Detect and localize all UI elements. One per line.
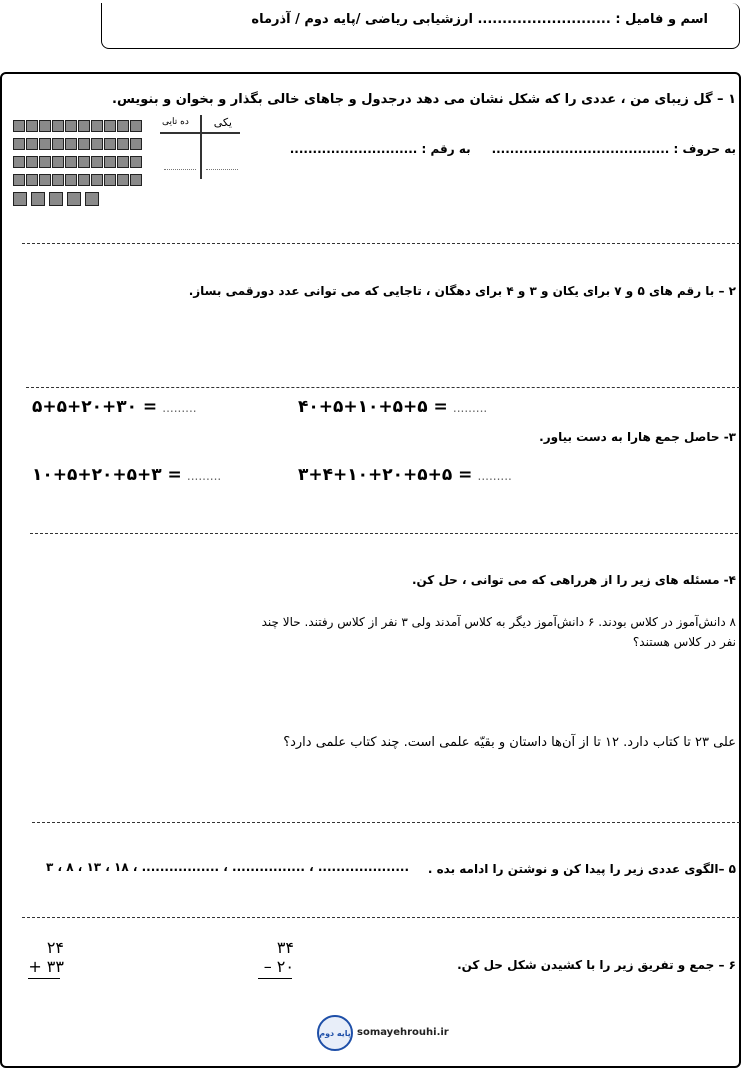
number-pattern[interactable]: ۳ ، ۸ ، ۱۳ ، ۱۸ ، ................. ، ................ ، .................... bbox=[46, 860, 410, 874]
addition-problem: ۲۴ + ۳۳ bbox=[20, 938, 64, 979]
q4-text: ۴- مسئله های زیر را از هرراهی که می توانی ، حل کن. bbox=[411, 573, 736, 587]
q5-text: ۵ –الگوی عددی زیر را پیدا کن و نوشتن را ادامه بده . bbox=[427, 862, 736, 876]
logo-icon: پایه دوم bbox=[319, 1028, 351, 1038]
sum-blank[interactable]: ......... bbox=[452, 401, 488, 415]
name-label: اسم و فامیل : bbox=[615, 12, 708, 27]
test-title: ارزشیابی ریاضی /پایه دوم / آذرماه bbox=[251, 12, 473, 27]
base-ten-blocks bbox=[13, 120, 153, 210]
divider bbox=[30, 533, 738, 534]
sum-3: ۱۰+۵+۲۰+۵+۳ = ......... bbox=[32, 465, 222, 485]
sum-blank[interactable]: ......... bbox=[186, 469, 222, 483]
header-line bbox=[251, 12, 708, 27]
q4-problem-2: علی ۲۳ تا کتاب دارد. ۱۲ تا از آن‌ها داستان و بقیّه علمی است. چند کتاب علمی دارد؟ bbox=[283, 735, 736, 750]
sum-blank[interactable]: ......... bbox=[477, 469, 512, 483]
ten-rod bbox=[13, 156, 149, 170]
col-tens: ده تایی bbox=[162, 117, 189, 127]
q3-text: ۳- حاصل جمع هارا به دست بیاور. bbox=[539, 430, 736, 444]
ten-rod bbox=[13, 138, 149, 152]
sum-2: ۴۰+۵+۱۰+۵+۵ = ......... bbox=[298, 397, 488, 417]
divider bbox=[26, 387, 740, 388]
q2-text: ۲ – با رقم های ۵ و ۷ برای یکان و ۳ و ۴ برای دهگان ، تاجایی که می توانی عدد دورقمی بساز. bbox=[188, 284, 736, 298]
sum-1: ۵+۵+۲۰+۳۰ = ......... bbox=[32, 397, 197, 417]
site-url[interactable]: somayehrouhi.ir bbox=[357, 1027, 449, 1038]
divider bbox=[22, 917, 740, 918]
ten-rod bbox=[13, 120, 149, 134]
name-dots: ........................... bbox=[477, 12, 611, 27]
q1-answer-line bbox=[290, 142, 736, 156]
ten-rod bbox=[13, 174, 149, 188]
divider bbox=[22, 243, 740, 244]
divider bbox=[32, 822, 740, 823]
site-logo bbox=[317, 1015, 353, 1051]
letters-blank[interactable]: ....................................... bbox=[491, 142, 670, 156]
sum-blank[interactable]: ......... bbox=[162, 401, 197, 415]
q1-text: ۱ – گل زیبای من ، عددی را که شکل نشان می دهد درجدول و جاهای خالی بگذار و بخوان و بنویس. bbox=[112, 92, 736, 107]
place-value-table bbox=[160, 115, 242, 180]
page-frame bbox=[0, 72, 741, 1068]
q4-problem-1: ۸ دانش‌آموز در کلاس بودند. ۶ دانش‌آموز دیگر به کلاس آمدند ولی ۳ نفر از کلاس رفتند. حالا چند نفر در کلاس هستند؟ bbox=[261, 615, 736, 649]
letters-label: به حروف : bbox=[673, 142, 736, 156]
digits-label: به رقم : bbox=[421, 142, 471, 156]
unit-cubes bbox=[13, 192, 113, 208]
q6-text: ۶ – جمع و تفریق زیر را با کشیدن شکل حل کن. bbox=[457, 958, 736, 972]
subtraction-problem: ۳۴ – ۲۰ bbox=[250, 938, 294, 979]
col-ones: یکی bbox=[213, 116, 232, 129]
digits-blank[interactable]: ............................ bbox=[289, 142, 418, 156]
sum-4: ۳+۴+۱۰+۲۰+۵+۵ = ......... bbox=[298, 465, 512, 485]
